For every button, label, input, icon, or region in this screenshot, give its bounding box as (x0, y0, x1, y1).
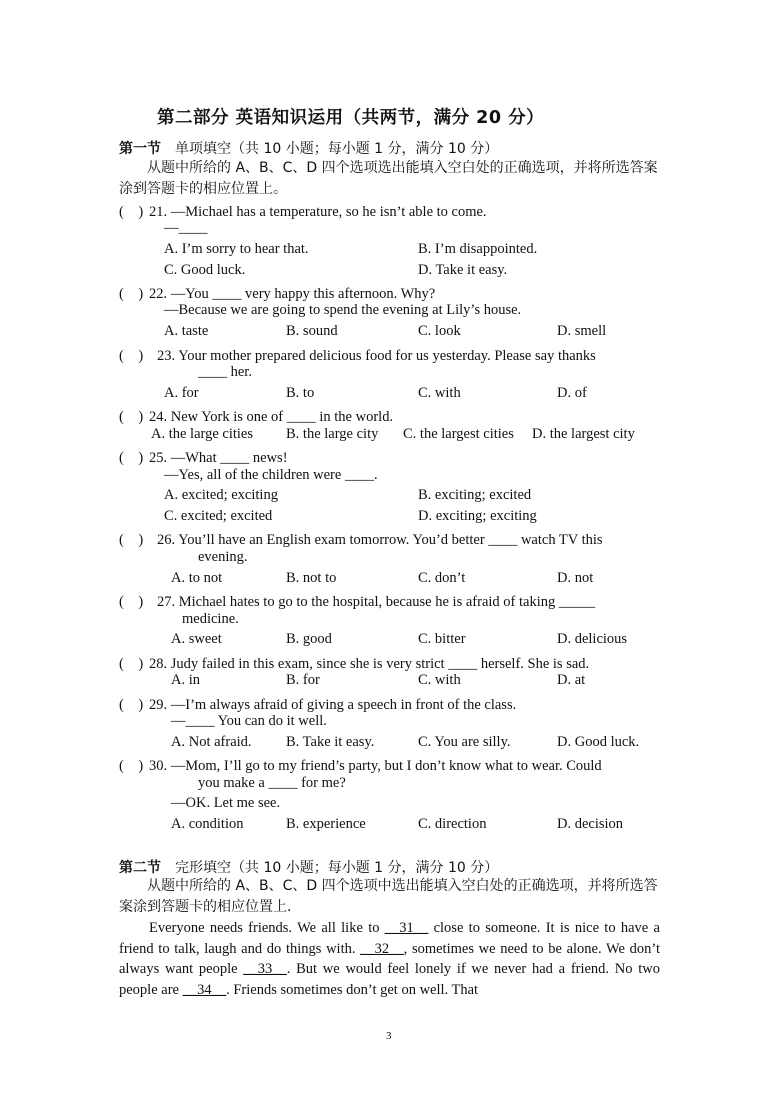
option-23-d: D. of (557, 385, 587, 401)
option-30-c: C. direction (418, 816, 487, 832)
option-29-b: B. Take it easy. (286, 734, 375, 750)
section1-header (119, 138, 498, 158)
option-25-b: B. exciting; excited (418, 487, 532, 503)
question-26: ( ) 26. You’ll have an English exam tomorrow. You’d better ____ watch TV this (119, 532, 603, 548)
question-30: ( ) 30. —Mom, I’ll go to my friend’s party, but I don’t know what to wear. Could (119, 758, 602, 774)
question-30-line2: you make a ____ for me? (198, 775, 346, 791)
option-28-d: D. at (557, 672, 586, 688)
cloze-passage: Everyone needs friends. We all like to __31__ close to someone. It is nice to have a friend to talk, laugh and do things with. __32__, sometimes we need to be alone. We don’t always want people __33__. But we would feel lonely if we never had a friend. No two people are __34__. Friends sometimes don’t get on well. That (119, 920, 660, 998)
option-27-c: C. bitter (418, 631, 466, 647)
question-22: ( ) 22. —You ____ very happy this afternoon. Why? (119, 286, 436, 302)
option-27-a: A. sweet (171, 631, 222, 647)
section2-instruction: 从题中所给的 A、B、C、D 四个选项中选出能填入空白处的正确选项，并将所选答案涂到答题卡的相应位置上. (119, 878, 658, 915)
question-25-line2: —Yes, all of the children were ____. (164, 467, 378, 483)
part-title: 第二部分 英语知识运用（共两节，满分 20 分） (157, 108, 545, 128)
option-22-b: B. sound (286, 323, 338, 339)
option-30-b: B. experience (286, 816, 366, 832)
section1-desc: 单项填空（共 10 小题；每小题 1 分，满分 10 分） (175, 141, 499, 157)
option-21-c: C. Good luck. (164, 262, 246, 278)
section2-header (119, 857, 498, 877)
question-21: ( ) 21. —Michael has a temperature, so he isn’t able to come. (119, 204, 487, 220)
option-24-d: D. the largest city (532, 426, 635, 442)
section1-instruction: 从题中所给的 A、B、C、D 四个选项选出能填入空白处的正确选项，并将所选答案涂到答题卡的相应位置上。 (119, 160, 658, 197)
option-23-b: B. to (286, 385, 315, 401)
option-24-c: C. the largest cities (403, 426, 514, 442)
question-21-line2: —____ (164, 220, 208, 236)
blank-32: __32__ (360, 940, 404, 957)
option-21-d: D. Take it easy. (418, 262, 508, 278)
option-25-c: C. excited; excited (164, 508, 273, 524)
question-30-line3: —OK. Let me see. (171, 795, 281, 811)
option-28-c: C. with (418, 672, 461, 688)
option-28-b: B. for (286, 672, 320, 688)
option-24-a: A. the large cities (151, 426, 254, 442)
option-29-c: C. You are silly. (418, 734, 511, 750)
question-26-line2: evening. (198, 549, 248, 565)
option-21-b: B. I’m disappointed. (418, 241, 538, 257)
blank-31: __31__ (384, 920, 429, 936)
blank-33: __33__ (243, 961, 287, 978)
option-23-c: C. with (418, 385, 461, 401)
option-29-a: A. Not afraid. (171, 734, 252, 750)
option-26-b: B. not to (286, 570, 337, 586)
option-25-a: A. excited; exciting (164, 487, 278, 503)
question-24: ( ) 24. New York is one of ____ in the world. (119, 409, 394, 425)
option-22-d: D. smell (557, 323, 607, 339)
page-number: 3 (386, 1030, 392, 1042)
option-26-c: C. don’t (418, 570, 466, 586)
blank-34: __34__ (182, 981, 227, 998)
question-25: ( ) 25. —What ____ news! (119, 450, 288, 466)
section2-heading: 第二节 (119, 860, 161, 876)
question-23-line2: ____ her. (198, 364, 252, 380)
option-21-a: A. I’m sorry to hear that. (164, 241, 309, 257)
option-27-b: B. good (286, 631, 332, 647)
option-24-b: B. the large city (286, 426, 379, 442)
question-22-line2: —Because we are going to spend the evening at Lily’s house. (164, 302, 522, 318)
option-25-d: D. exciting; exciting (418, 508, 537, 524)
question-23: ( ) 23. Your mother prepared delicious food for us yesterday. Please say thanks (119, 348, 596, 364)
option-22-c: C. look (418, 323, 461, 339)
option-27-d: D. delicious (557, 631, 628, 647)
section1-heading: 第一节 (119, 141, 161, 157)
question-29: ( ) 29. —I’m always afraid of giving a speech in front of the class. (119, 697, 517, 713)
option-30-d: D. decision (557, 816, 624, 832)
option-23-a: A. for (164, 385, 199, 401)
option-26-a: A. to not (171, 570, 223, 586)
option-30-a: A. condition (171, 816, 244, 832)
section2-desc: 完形填空（共 10 小题；每小题 1 分，满分 10 分） (175, 860, 499, 876)
question-27: ( ) 27. Michael hates to go to the hospital, because he is afraid of taking _____ (119, 594, 596, 610)
question-29-line2: —____ You can do it well. (171, 713, 327, 729)
question-27-line2: medicine. (182, 611, 239, 627)
question-28: ( ) 28. Judy failed in this exam, since she is very strict ____ herself. She is sad. (119, 656, 590, 672)
option-29-d: D. Good luck. (557, 734, 640, 750)
option-26-d: D. not (557, 570, 594, 586)
option-28-a: A. in (171, 672, 200, 688)
option-22-a: A. taste (164, 323, 209, 339)
